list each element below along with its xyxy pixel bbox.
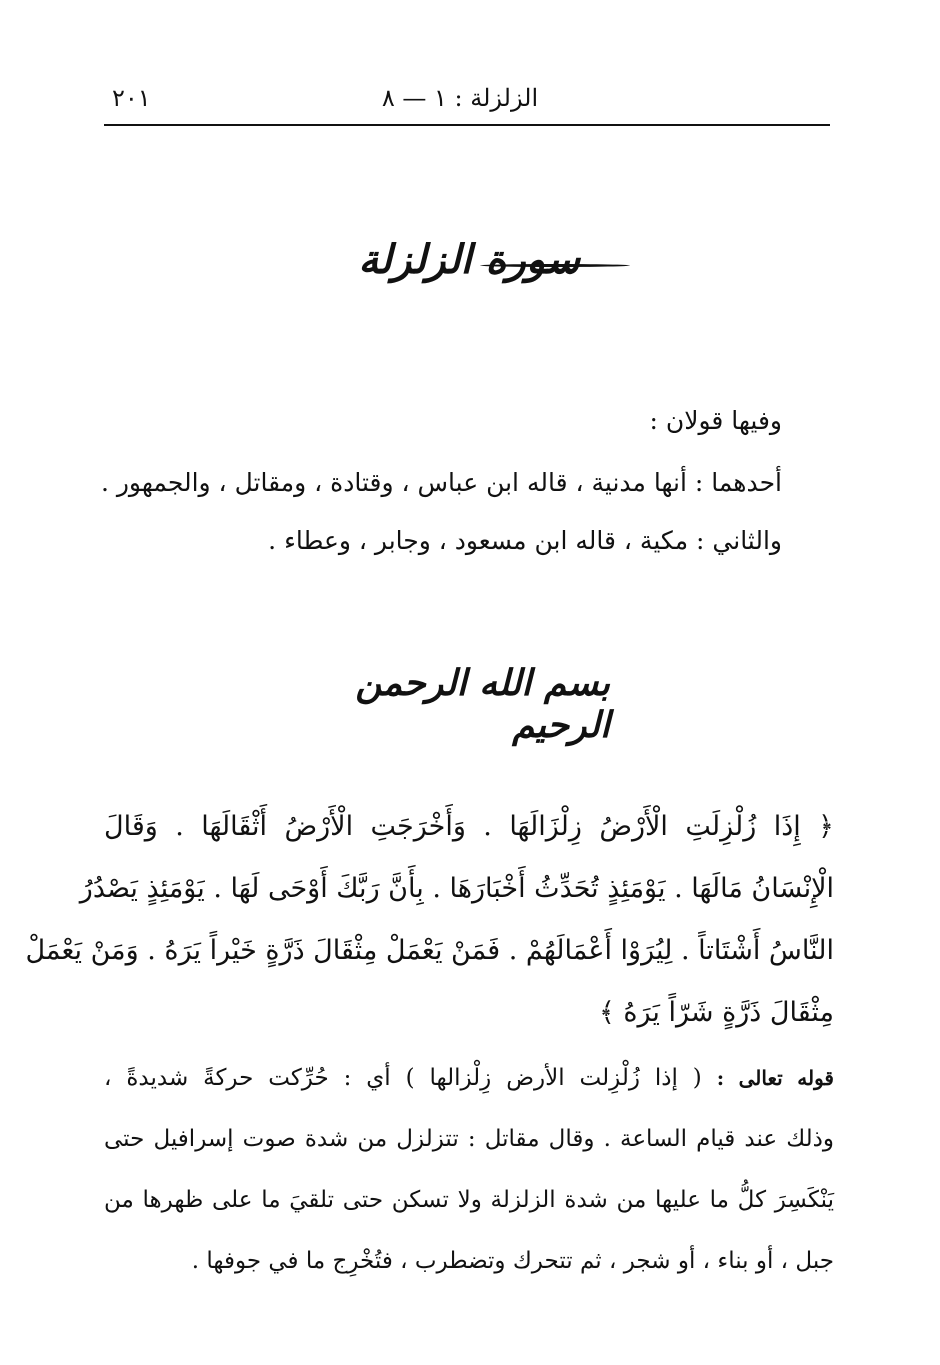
verse-line: النَّاسُ أَشْتَاتاً . لِيُرَوْا أَعْمَالَهُمْ . فَمَنْ يَعْمَلْ مِثْقَالَ ذَرَّةٍ خَيْراً يَرَهُ . وَمَنْ يَعْمَلْ — [25, 935, 834, 966]
intro-opinion-1: أحدهما : أنها مدنية ، قاله ابن عباس ، وقتادة ، ومقاتل ، والجمهور . — [100, 468, 782, 497]
running-head: الزلزلة : ١ — ٨ — [381, 84, 539, 112]
verse-line: ﴿ إِذَا زُلْزِلَتِ الْأَرْضُ زِلْزَالَهَا . وَأَخْرَجَتِ الْأَرْضُ أَثْقَالَهَا . وَقَالَ — [104, 811, 834, 842]
surah-title — [330, 230, 650, 300]
page-number: ٢٠١ — [112, 84, 151, 112]
basmala-text: بسم الله الرحمن الرحيم — [355, 662, 610, 746]
commentary-line: وذلك عند قيام الساعة . وقال مقاتل : تتزلزل من شدة صوت إسرافيل حتى — [104, 1126, 834, 1152]
commentary-block — [104, 1048, 834, 1292]
verse-line: مِثْقَالَ ذَرَّةٍ شَرّاً يَرَهُ ﴾ — [598, 997, 834, 1028]
surah-title-ornament — [480, 264, 630, 267]
intro-opinion-2: والثاني : مكية ، قاله ابن مسعود ، وجابر ، وعطاء . — [268, 526, 782, 555]
intro-heading: وفيها قولان : — [649, 406, 782, 435]
intro-block — [100, 392, 782, 570]
surah-title-text: سورة الزلزلة — [358, 236, 580, 283]
commentary-line: جبل ، أو بناء ، أو شجر ، ثم تتحرك وتضطرب ، فتُخْرِج ما في جوفها . — [191, 1248, 834, 1274]
commentary-label: قوله تعالى : — [716, 1066, 834, 1090]
verse-line: الْإِنْسَانُ مَالَهَا . يَوْمَئِذٍ تُحَدِّثُ أَخْبَارَهَا . بِأَنَّ رَبَّكَ أَوْحَى لَهَا . يَوْمَئِذٍ يَصْدُرُ — [79, 873, 834, 904]
basmala — [350, 658, 610, 746]
commentary-line: يَنْكَسِرَ كلُّ ما عليها من شدة الزلزلة ولا تسكن حتى تلقيَ ما على ظهرها من — [104, 1187, 834, 1213]
quran-verses — [25, 796, 834, 1044]
commentary-line — [104, 1048, 834, 1109]
commentary-text: ( إذا زُلْزِلت الأرض زِلْزالها ) أي : حُرِّكت حركةً شديدةً ، — [104, 1065, 702, 1091]
header-rule — [104, 124, 830, 126]
